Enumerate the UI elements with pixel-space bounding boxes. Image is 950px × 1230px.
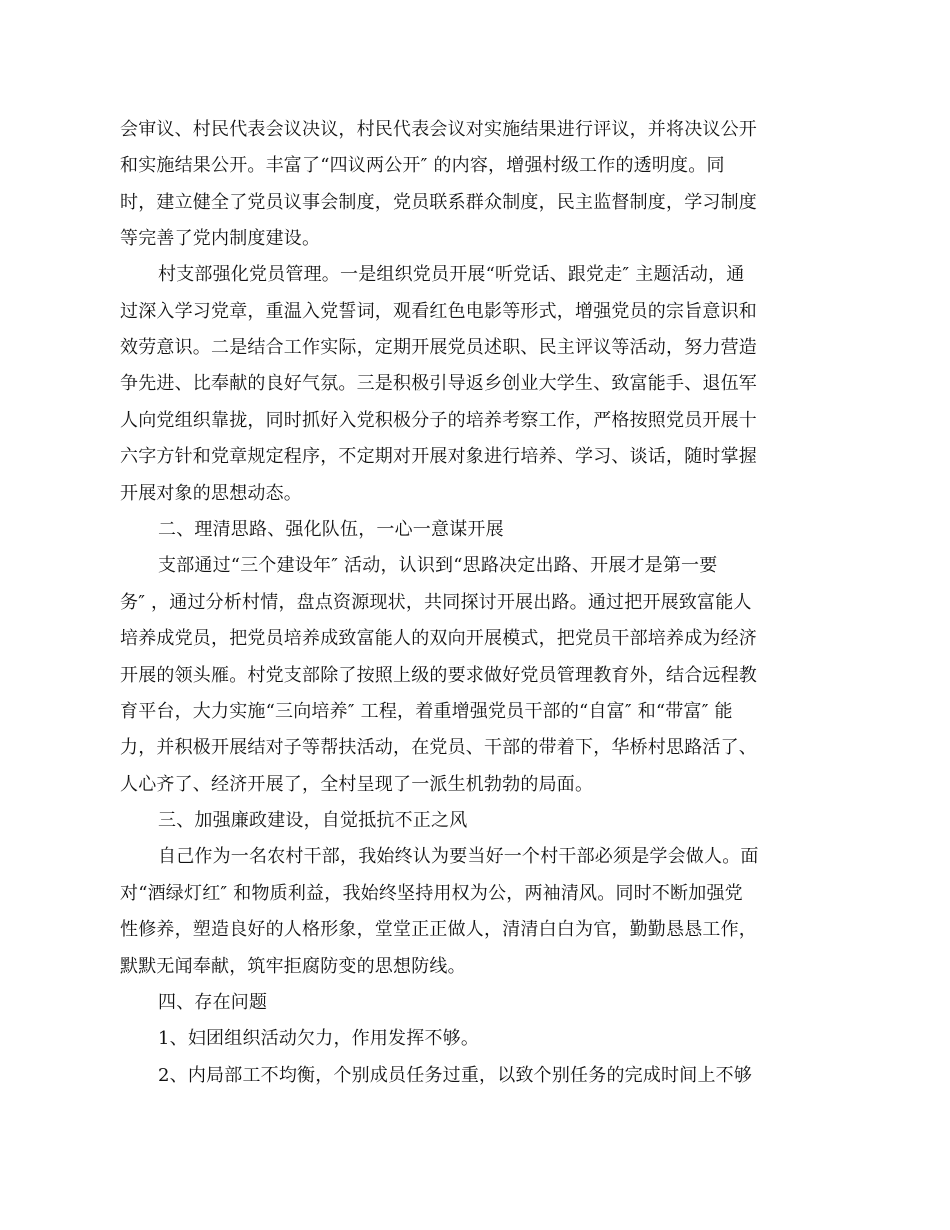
text-line: 会审议、村民代表会议决议，村民代表会议对实施结果进行评议，并将决议公开 [120,119,757,140]
section-heading: 三、加强廉政建设，自觉抵抗不正之风 [158,810,468,831]
text-line: 人向党组织靠拢，同时抓好入党积极分子的培养考察工作，严格按照党员开展十 [120,410,757,431]
text-line: 力，并积极开展结对子等帮扶活动，在党员、干部的带着下，华桥村思路活了、 [120,737,757,758]
text-line: 支部通过“三个建设年″ 活动，认识到“思路决定出路、开展才是第一要 [158,555,718,576]
text-line: 对“酒绿灯红″ 和物质利益，我始终坚持用权为公，两袖清风。同时不断加强党 [120,883,743,904]
text-line: 务″ ，通过分析村情，盘点资源现状，共同探讨开展出路。通过把开展致富能人 [120,592,752,613]
list-item: 2、内局部工不均衡，个别成员任务过重，以致个别任务的完成时间上不够 [158,1065,753,1086]
text-line: 开展的领头雁。村党支部除了按照上级的要求做好党员管理教育外，结合远程教 [120,665,757,686]
text-line: 六字方针和党章规定程序，不定期对开展对象进行培养、学习、谈话，随时掌握 [120,446,757,467]
text-line: 村支部强化党员管理。一是组织党员开展“听党话、跟党走″ 主题活动，通 [158,264,745,285]
text-line: 开展对象的思想动态。 [120,483,302,504]
text-line: 时，建立健全了党员议事会制度，党员联系群众制度，民主监督制度，学习制度 [120,192,757,213]
text-line: 培养成党员，把党员培养成致富能人的双向开展模式，把党员干部培养成为经济 [120,628,757,649]
text-line: 育平台，大力实施“三向培养″ 工程，着重增强党员干部的“自富″ 和“带富″ 能 [120,701,733,722]
section-heading: 二、理清思路、强化队伍，一心一意谋开展 [158,519,504,540]
list-item: 1、妇团组织活动欠力，作用发挥不够。 [158,1028,480,1049]
text-line: 等完善了党内制度建设。 [120,228,321,249]
text-line: 效劳意识。二是结合工作实际，定期开展党员述职、民主评议等活动，努力营造 [120,337,757,358]
text-line: 和实施结果公开。丰富了“四议两公开″ 的内容，增强村级工作的透明度。同 [120,155,725,176]
section-heading: 四、存在问题 [158,992,268,1013]
text-line: 过深入学习党章，重温入党誓词，观看红色电影等形式，增强党员的宗旨意识和 [120,301,757,322]
text-line: 人心齐了、经济开展了，全村呈现了一派生机勃勃的局面。 [120,774,594,795]
text-line: 性修养，塑造良好的人格形象，堂堂正正做人，清清白白为官，勤勤恳恳工作， [120,919,757,940]
text-line: 默默无闻奉献，筑牢拒腐防变的思想防线。 [120,956,466,977]
text-line: 争先进、比奉献的良好气氛。三是积极引导返乡创业大学生、致富能手、退伍军 [120,373,757,394]
text-line: 自己作为一名农村干部，我始终认为要当好一个村干部必须是学会做人。面 [158,846,759,867]
